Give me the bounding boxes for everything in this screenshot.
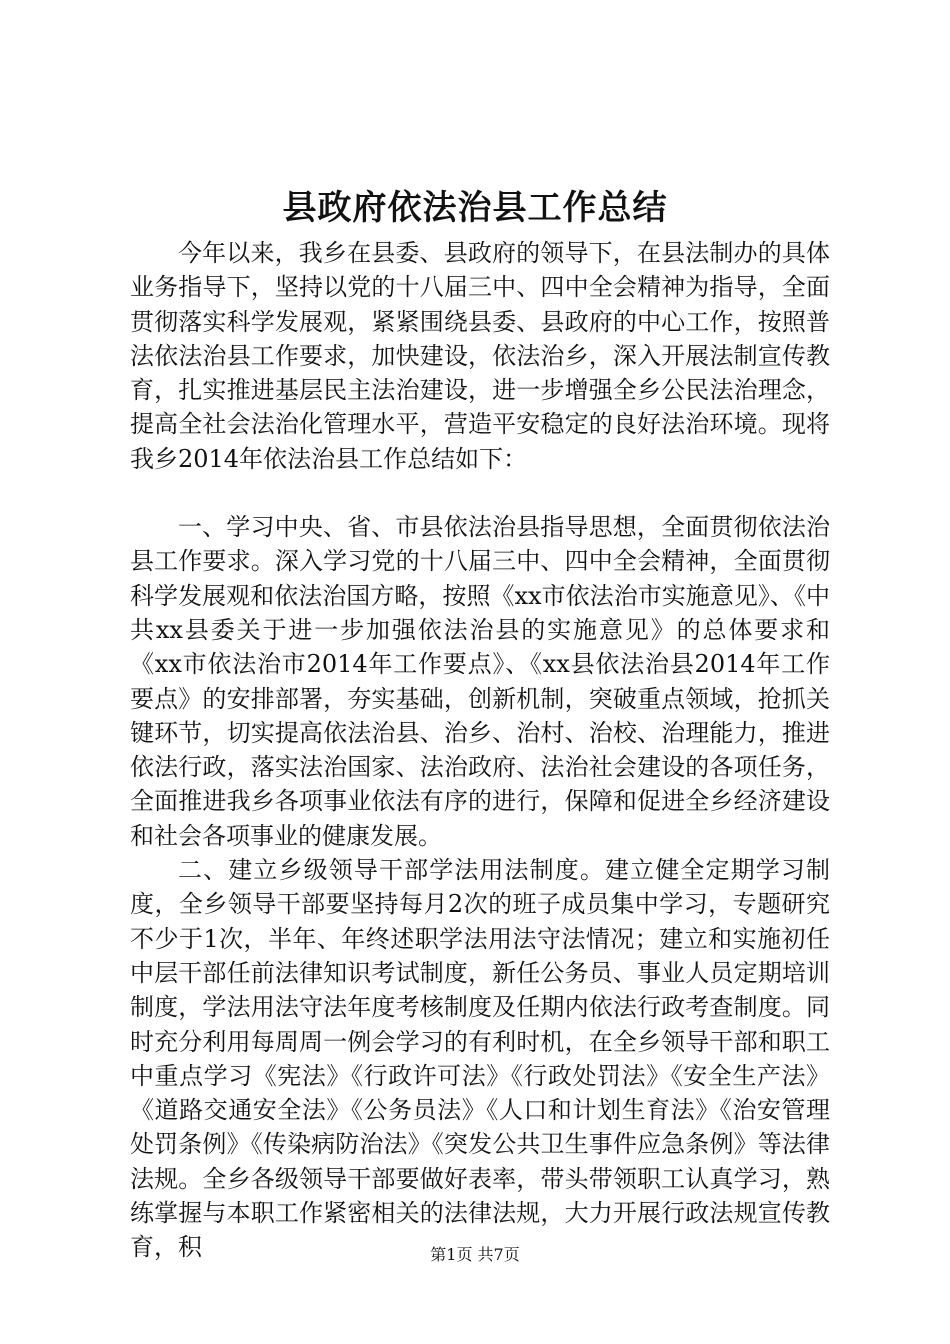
paragraph-gap [130, 476, 830, 510]
section-one-paragraph: 一、学习中央、省、市县依法治县指导思想，全面贯彻依法治县工作要求。深入学习党的十八届三中、四中全会精神，全面贯彻科学发展观和依法治国方略，按照《xx市依法治市实施意见》、《中共xx县委关于进一步加强依法治县的实施意见》的总体要求和《xx市依法治市2014年工作要点》、《xx县依法治县2014年工作要点》的安排部署，夯实基础，创新机制，突破重点领域，抢抓关键环节，切实提高依法治县、治乡、治村、治校、治理能力，推进依法行政，落实法治国家、法治政府、法治社会建设的各项任务，全面推进我乡各项事业依法有序的进行，保障和促进全乡经济建设和社会各项事业的健康发展。 [130, 513, 830, 850]
page-footer: 第1页 共7页 [430, 1245, 520, 1264]
document-body [130, 236, 830, 1265]
document-title: 县政府依法治县工作总结 [282, 188, 668, 228]
intro-paragraph: 今年以来，我乡在县委、县政府的领导下，在县法制办的具体业务指导下，坚持以党的十八届三中、四中全会精神为指导，全面贯彻落实科学发展观，紧紧围绕县委、县政府的中心工作，按照普法依法治县工作要求，加快建设，依法治乡，深入开展法制宣传教育，扎实推进基层民主法治建设，进一步增强全乡公民法治理念，提高全社会法治化管理水平，营造平安稳定的良好法治环境。现将我乡2014年依法治县工作总结如下： [130, 239, 830, 473]
section-two-paragraph: 二、建立乡级领导干部学法用法制度。建立健全定期学习制度，全乡领导干部要坚持每月2次的班子成员集中学习，专题研究不少于1次，半年、年终述职学法用法守法情况；建立和实施初任中层干部任前法律知识考试制度，新任公务员、事业人员定期培训制度，学法用法守法年度考核制度及任期内依法行政考查制度。同时充分利用每周周一例会学习的有利时机，在全乡领导干部和职工中重点学习《宪法》《行政许可法》《行政处罚法》《安全生产法》《道路交通安全法》《公务员法》《人口和计划生育法》《治安管理处罚条例》《传染病防治法》《突发公共卫生事件应急条例》等法律法规。全乡各级领导干部要做好表率，带头带领职工认真学习，熟练掌握与本职工作紧密相关的法律法规，大力开展行政法规宣传教育，积 [130, 856, 830, 1262]
